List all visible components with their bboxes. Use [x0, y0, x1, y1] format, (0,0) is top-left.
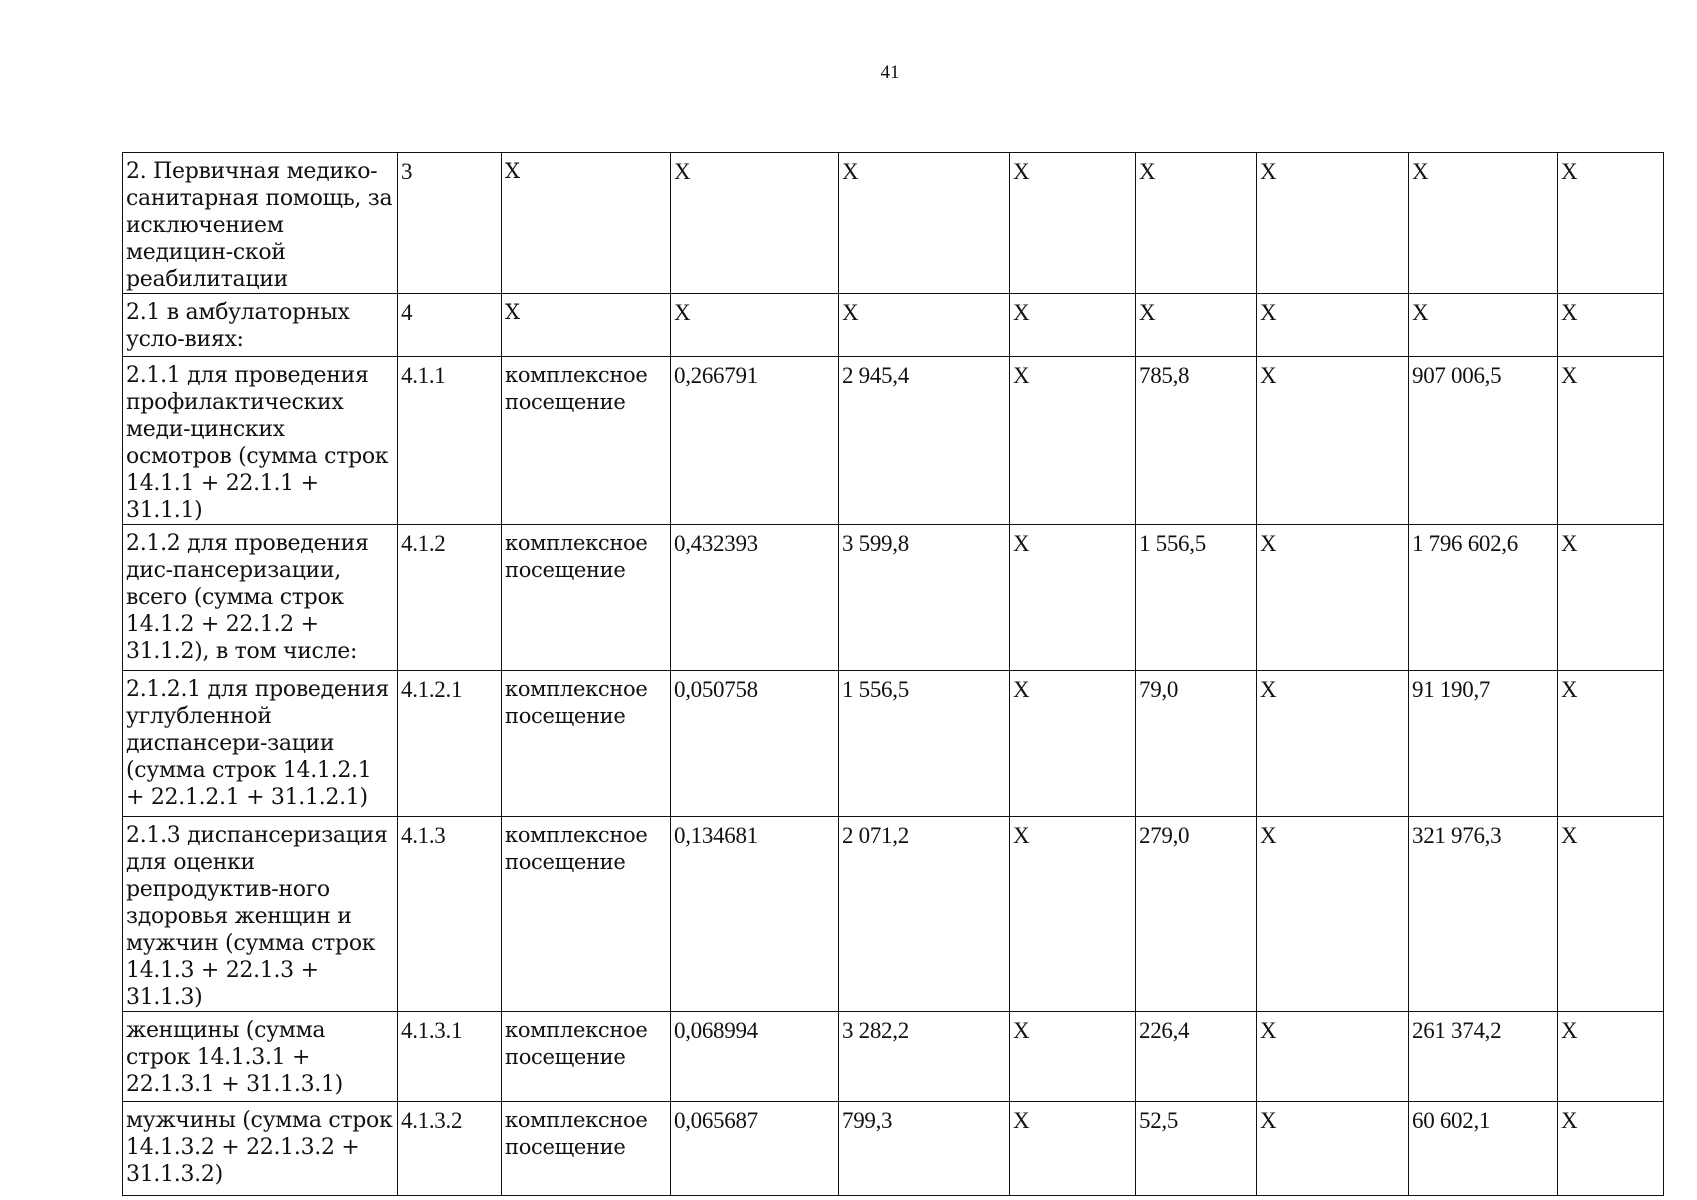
cell-row-code: 4.1.2: [398, 525, 502, 671]
cell-col-x-1: X: [1010, 294, 1136, 357]
cell-unit: X: [502, 153, 671, 294]
cell-normative-volume: 0,134681: [671, 817, 839, 1012]
cell-per-capita-value: 279,0: [1136, 817, 1257, 1012]
cell-col-x-2: X: [1257, 817, 1409, 1012]
cell-col-x-1: X: [1010, 1012, 1136, 1102]
cell-row-code: 4.1.2.1: [398, 671, 502, 817]
cell-col-x-1: X: [1010, 1102, 1136, 1196]
cell-normative-cost: 1 556,5: [839, 671, 1010, 817]
cell-normative-cost: 3 599,8: [839, 525, 1010, 671]
cell-normative-volume: 0,065687: [671, 1102, 839, 1196]
cell-row-label: 2.1.1 для проведения профилактических меди-цинских осмотров (сумма строк 14.1.1 + 22.1.1 + 31.1.1): [123, 357, 398, 525]
cell-amount: 261 374,2: [1409, 1012, 1558, 1102]
cell-row-label: 2.1.2.1 для проведения углубленной диспансери-зации (сумма строк 14.1.2.1 + 22.1.2.1 + 31.1.2.1): [123, 671, 398, 817]
table-row: [123, 1102, 1664, 1196]
cell-amount: X: [1409, 294, 1558, 357]
cell-amount: 907 006,5: [1409, 357, 1558, 525]
cell-row-code: 3: [398, 153, 502, 294]
cell-unit: комплексное посещение: [502, 1102, 671, 1196]
cell-per-capita-value: 79,0: [1136, 671, 1257, 817]
cell-normative-volume: X: [671, 294, 839, 357]
cell-col-x-2: X: [1257, 525, 1409, 671]
cell-col-x-1: X: [1010, 671, 1136, 817]
cell-col-x-2: X: [1257, 671, 1409, 817]
cell-row-label: женщины (сумма строк 14.1.3.1 + 22.1.3.1 + 31.1.3.1): [123, 1012, 398, 1102]
cell-per-capita-value: 785,8: [1136, 357, 1257, 525]
table-row: [123, 153, 1664, 294]
cell-amount: 321 976,3: [1409, 817, 1558, 1012]
cell-unit: комплексное посещение: [502, 525, 671, 671]
cell-normative-cost: 3 282,2: [839, 1012, 1010, 1102]
cell-col-x-1: X: [1010, 153, 1136, 294]
cell-col-x-1: X: [1010, 357, 1136, 525]
cell-normative-volume: 0,050758: [671, 671, 839, 817]
cell-unit: комплексное посещение: [502, 671, 671, 817]
table-row: [123, 525, 1664, 671]
cell-row-label: мужчины (сумма строк 14.1.3.2 + 22.1.3.2 + 31.1.3.2): [123, 1102, 398, 1196]
cell-normative-volume: 0,068994: [671, 1012, 839, 1102]
cell-col-x-3: X: [1558, 671, 1664, 817]
cell-per-capita-value: X: [1136, 294, 1257, 357]
table-row: [123, 671, 1664, 817]
cell-per-capita-value: 1 556,5: [1136, 525, 1257, 671]
cell-col-x-1: X: [1010, 525, 1136, 671]
table-row: [123, 817, 1664, 1012]
cell-col-x-1: X: [1010, 817, 1136, 1012]
cell-amount: 91 190,7: [1409, 671, 1558, 817]
cell-row-code: 4.1.1: [398, 357, 502, 525]
cell-normative-cost: 799,3: [839, 1102, 1010, 1196]
cell-row-label: 2.1.3 диспансеризация для оценки репродуктив-ного здоровья женщин и мужчин (сумма строк 14.1.3 + 22.1.3 + 31.1.3): [123, 817, 398, 1012]
cell-amount: X: [1409, 153, 1558, 294]
cell-per-capita-value: 52,5: [1136, 1102, 1257, 1196]
cell-col-x-3: X: [1558, 1012, 1664, 1102]
cell-unit: комплексное посещение: [502, 1012, 671, 1102]
cell-row-code: 4.1.3.2: [398, 1102, 502, 1196]
cell-col-x-2: X: [1257, 153, 1409, 294]
cell-row-label: 2.1 в амбулаторных усло-виях:: [123, 294, 398, 357]
cell-normative-cost: 2 071,2: [839, 817, 1010, 1012]
cell-amount: 1 796 602,6: [1409, 525, 1558, 671]
cell-col-x-2: X: [1257, 1102, 1409, 1196]
cell-normative-volume: X: [671, 153, 839, 294]
table-row: [123, 357, 1664, 525]
cell-col-x-2: X: [1257, 294, 1409, 357]
cell-col-x-3: X: [1558, 153, 1664, 294]
cell-row-label: 2.1.2 для проведения дис-пансеризации, всего (сумма строк 14.1.2 + 22.1.2 + 31.1.2), в том числе:: [123, 525, 398, 671]
cell-col-x-3: X: [1558, 294, 1664, 357]
cell-normative-volume: 0,266791: [671, 357, 839, 525]
cell-col-x-3: X: [1558, 817, 1664, 1012]
cell-col-x-2: X: [1257, 357, 1409, 525]
cell-normative-cost: X: [839, 153, 1010, 294]
cell-col-x-2: X: [1257, 1012, 1409, 1102]
cell-normative-volume: 0,432393: [671, 525, 839, 671]
cell-unit: X: [502, 294, 671, 357]
cell-normative-cost: X: [839, 294, 1010, 357]
page-number: 41: [880, 62, 900, 83]
cell-row-code: 4.1.3.1: [398, 1012, 502, 1102]
cell-row-code: 4.1.3: [398, 817, 502, 1012]
cell-col-x-3: X: [1558, 1102, 1664, 1196]
cell-normative-cost: 2 945,4: [839, 357, 1010, 525]
cell-per-capita-value: X: [1136, 153, 1257, 294]
cell-unit: комплексное посещение: [502, 357, 671, 525]
cell-per-capita-value: 226,4: [1136, 1012, 1257, 1102]
cell-amount: 60 602,1: [1409, 1102, 1558, 1196]
cell-col-x-3: X: [1558, 357, 1664, 525]
cell-col-x-3: X: [1558, 525, 1664, 671]
table-row: [123, 294, 1664, 357]
cell-row-label: 2. Первичная медико-санитарная помощь, за исключением медицин-ской реабилитации: [123, 153, 398, 294]
data-table: [122, 152, 1664, 1196]
cell-row-code: 4: [398, 294, 502, 357]
cell-unit: комплексное посещение: [502, 817, 671, 1012]
table-row: [123, 1012, 1664, 1102]
